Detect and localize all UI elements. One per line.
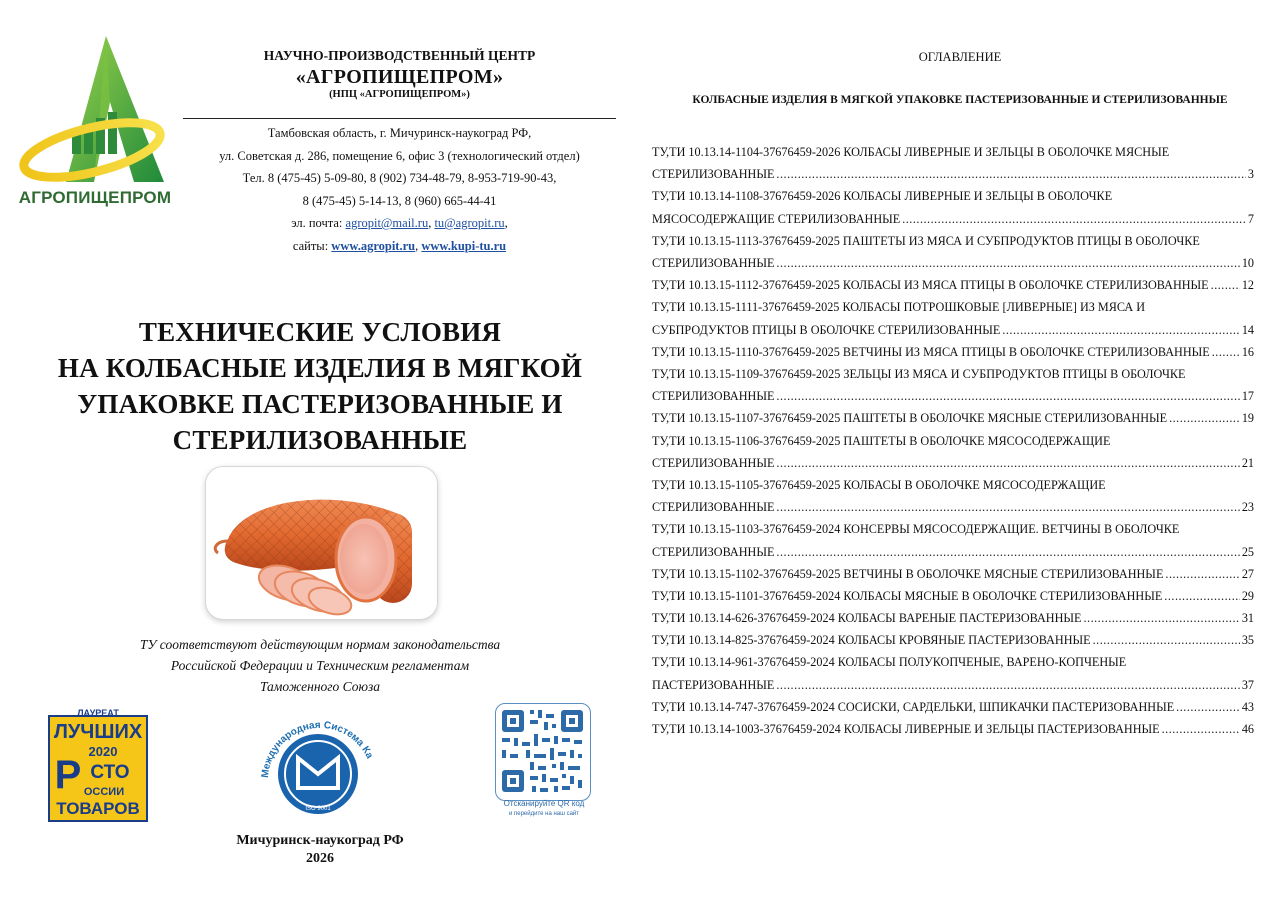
best-goods-laureate-badge: [48, 708, 148, 822]
toc-entry-row: [652, 163, 1254, 185]
toc-leader-dots: [776, 385, 1239, 407]
toc-entry[interactable]: [652, 296, 1254, 340]
publication-place: [200, 832, 440, 868]
toc-entry-row: [652, 385, 1254, 407]
toc-entry-title-line: ТУ,ТИ 10.13.14-1104-37676459-2026 КОЛБАСЫ ЛИВЕРНЫЕ И ЗЕЛЬЦЫ В ОБОЛОЧКЕ МЯСНЫЕ: [652, 145, 1170, 159]
compliance-line: Таможенного Союза: [259, 679, 381, 694]
toc-entry[interactable]: [652, 274, 1254, 296]
compliance-line: ТУ соответствуют действующим нормам законодательства: [139, 637, 501, 652]
toc-entry-row: [652, 208, 1254, 230]
separator: ,: [415, 238, 422, 253]
toc-page-number: 19: [1241, 411, 1254, 426]
toc-page-number: 3: [1247, 167, 1254, 182]
toc-leader-dots: [776, 496, 1239, 518]
toc-entry-title: ТУ,ТИ 10.13.15-1101-37676459-2024 КОЛБАСЫ МЯСНЫЕ В ОБОЛОЧКЕ СТЕРИЛИЗОВАННЫЕ: [652, 588, 1163, 603]
toc-entry-title: ПАСТЕРИЗОВАННЫЕ: [652, 677, 775, 692]
toc-entry-row: [652, 696, 1254, 718]
toc-entry-title: СТЕРИЛИЗОВАННЫЕ: [652, 255, 775, 270]
title-line: ТЕХНИЧЕСКИЕ УСЛОВИЯ: [138, 317, 502, 347]
toc-leader-dots: [1165, 563, 1239, 585]
toc-entry-row: [652, 585, 1254, 607]
toc-entry-row: [652, 541, 1254, 563]
laureate-badge-icon: [48, 708, 148, 822]
toc-page-number: 31: [1241, 611, 1254, 626]
toc-leader-dots: [902, 208, 1246, 230]
toc-entry[interactable]: [652, 718, 1254, 740]
publication-year: 2026: [306, 851, 334, 866]
international-quality-system-seal: [250, 700, 384, 822]
toc-page-number: 35: [1241, 633, 1254, 648]
site-link-kupi-tu[interactable]: www.kupi-tu.ru: [421, 238, 507, 253]
toc-entry[interactable]: [652, 363, 1254, 407]
toc-entry[interactable]: [652, 585, 1254, 607]
toc-entry-title-line: ТУ,ТИ 10.13.15-1105-37676459-2025 КОЛБАСЫ В ОБОЛОЧКЕ МЯСОСОДЕРЖАЩИЕ: [652, 477, 1106, 492]
toc-page-number: 25: [1241, 544, 1254, 559]
toc-entry-title: ТУ,ТИ 10.13.14-626-37676459-2024 КОЛБАСЫ ВАРЕНЫЕ ПАСТЕРИЗОВАННЫЕ: [652, 611, 1082, 626]
toc-entry-row: [652, 252, 1254, 274]
toc-entry-row: [652, 319, 1254, 341]
site-link-agropit[interactable]: www.agropit.ru: [331, 238, 416, 253]
logo-emblem-icon: [14, 32, 176, 192]
badge-rossii: ОССИИ: [83, 786, 125, 798]
toc-entry-row: [652, 629, 1254, 651]
toc-leader-dots: [776, 452, 1239, 474]
badge-top-text: ЛАУРЕАТ: [77, 708, 119, 718]
toc-entry-title-line: ТУ,ТИ 10.13.15-1111-37676459-2025 КОЛБАСЫ ПОТРОШКОВЫЕ [ЛИВЕРНЫЕ] ИЗ МЯСА И: [652, 300, 1146, 315]
org-header: [183, 48, 616, 100]
toc-entry-title: СТЕРИЛИЗОВАННЫЕ: [652, 167, 775, 182]
qr-caption-line: Отсканируйте QR код: [503, 799, 585, 808]
toc-title: ОГЛАВЛЕНИЕ: [918, 50, 1002, 64]
toc-leader-dots: [1162, 718, 1240, 740]
toc-entry-row: [652, 607, 1254, 629]
toc-page-number: 7: [1247, 211, 1254, 226]
toc-page-number: 17: [1241, 389, 1254, 404]
toc-page-number: 12: [1241, 278, 1254, 293]
org-abbreviation: (НПЦ «АГРОПИЩЕПРОМ»): [329, 89, 470, 100]
toc-leader-dots: [1083, 607, 1239, 629]
toc-entry-row: [652, 341, 1254, 363]
toc-entry-title: ТУ,ТИ 10.13.15-1110-37676459-2025 ВЕТЧИНЫ ИЗ МЯСА ПТИЦЫ В ОБОЛОЧКЕ СТЕРИЛИЗОВАННЫЕ: [652, 344, 1210, 359]
toc-entry-title: ТУ,ТИ 10.13.15-1102-37676459-2025 ВЕТЧИНЫ В ОБОЛОЧКЕ МЯСНЫЕ СТЕРИЛИЗОВАННЫЕ: [652, 566, 1164, 581]
toc-entry-title: ТУ,ТИ 10.13.15-1107-37676459-2025 ПАШТЕТЫ В ОБОЛОЧКЕ МЯСНЫЕ СТЕРИЛИЗОВАННЫЕ: [652, 411, 1168, 426]
badge-line1: ЛУЧШИХ: [53, 721, 143, 743]
address-line: ул. Советская д. 286, помещение 6, офис 3 (технологический отдел): [219, 148, 580, 163]
quality-arc-text: Международная Система Ка: [259, 719, 375, 779]
separator: ,: [504, 216, 508, 230]
toc-entry-title-line: ТУ,ТИ 10.13.15-1113-37676459-2025 ПАШТЕТЫ ИЗ МЯСА И СУБПРОДУКТОВ ПТИЦЫ В ОБОЛОЧКЕ: [652, 233, 1200, 248]
iso-label: ISO 9001: [305, 806, 331, 812]
toc-leader-dots: [776, 163, 1245, 185]
toc-leader-dots: [1164, 585, 1240, 607]
toc-entry-title: ТУ,ТИ 10.13.14-825-37676459-2024 КОЛБАСЫ КРОВЯНЫЕ ПАСТЕРИЗОВАННЫЕ: [652, 633, 1091, 648]
toc-page-number: 16: [1241, 344, 1254, 359]
document-title: [30, 314, 610, 458]
toc-section-heading: КОЛБАСНЫЕ ИЗДЕЛИЯ В МЯГКОЙ УПАКОВКЕ ПАСТЕРИЗОВАННЫЕ И СТЕРИЛИЗОВАННЫЕ: [692, 94, 1228, 106]
logo-wordmark: АГРОПИЩЕПРОМ: [18, 188, 172, 207]
toc-entry-row: [652, 407, 1254, 429]
toc-entry[interactable]: [652, 474, 1254, 518]
title-line: НА КОЛБАСНЫЕ ИЗДЕЛИЯ В МЯГКОЙ: [57, 353, 583, 383]
phone-line: 8 (475-45) 5-14-13, 8 (960) 665-44-41: [302, 193, 497, 208]
sausage-photo: [205, 466, 438, 620]
badge-line3: ТОВАРОВ: [56, 799, 140, 818]
toc-entry-title-line: ТУ,ТИ 10.13.15-1109-37676459-2025 ЗЕЛЬЦЫ ИЗ МЯСА И СУБПРОДУКТОВ ПТИЦЫ В ОБОЛОЧКЕ: [652, 366, 1186, 381]
toc-entry-title: СТЕРИЛИЗОВАННЫЕ: [652, 389, 775, 404]
compliance-line: Российской Федерации и Техническим регламентам: [170, 658, 470, 673]
toc-page-number: 46: [1241, 722, 1254, 737]
toc-entry-title: ТУ,ТИ 10.13.14-1003-37676459-2024 КОЛБАСЫ ЛИВЕРНЫЕ И ЗЕЛЬЦЫ ПАСТЕРИЗОВАННЫЕ: [652, 722, 1160, 737]
toc-page-number: 29: [1241, 588, 1254, 603]
phone-line: Тел. 8 (475-45) 5-09-80, 8 (902) 734-48-79, 8-953-719-90-43,: [242, 171, 557, 185]
org-name: «АГРОПИЩЕПРОМ»: [295, 66, 504, 88]
toc-entry-row: [652, 452, 1254, 474]
toc-entry[interactable]: [652, 430, 1254, 474]
toc-entry[interactable]: [652, 341, 1254, 363]
toc-entry[interactable]: [652, 696, 1254, 718]
sites-line: [183, 235, 616, 258]
toc-entry-title: СТЕРИЛИЗОВАННЫЕ: [652, 455, 775, 470]
toc-leader-dots: [776, 674, 1239, 696]
badge-year: 2020: [88, 744, 118, 759]
toc-leader-dots: [1211, 274, 1240, 296]
toc-entry[interactable]: [652, 629, 1254, 651]
contact-block: [183, 122, 616, 257]
badge-sto: СТО: [90, 762, 130, 783]
qr-code[interactable]: [495, 703, 591, 801]
title-line: УПАКОВКЕ ПАСТЕРИЗОВАННЫЕ И: [77, 389, 563, 419]
sites-label: сайты:: [292, 238, 332, 253]
toc-page-number: 21: [1241, 455, 1254, 470]
toc-entry-title: ТУ,ТИ 10.13.15-1112-37676459-2025 КОЛБАСЫ ИЗ МЯСА ПТИЦЫ В ОБОЛОЧКЕ СТЕРИЛИЗОВАННЫЕ: [652, 278, 1209, 293]
toc-page-number: 10: [1241, 255, 1254, 270]
toc-entry-row: [652, 718, 1254, 740]
city-name: Мичуринск-наукоград РФ: [236, 833, 404, 848]
compliance-statement: [60, 634, 580, 697]
toc-entry-title: СУБПРОДУКТОВ ПТИЦЫ В ОБОЛОЧКЕ СТЕРИЛИЗОВАННЫЕ: [652, 322, 1001, 337]
toc-leader-dots: [1176, 696, 1240, 718]
toc-leader-dots: [1093, 629, 1240, 651]
toc-page-number: 14: [1241, 322, 1254, 337]
toc-entry[interactable]: [652, 230, 1254, 274]
toc-entry-title: СТЕРИЛИЗОВАННЫЕ: [652, 500, 775, 515]
toc-list: [652, 141, 1254, 740]
toc-entry[interactable]: [652, 607, 1254, 629]
qr-code-icon: [496, 704, 589, 799]
toc-leader-dots: [1002, 319, 1239, 341]
toc-entry-row: [652, 674, 1254, 696]
quality-seal-icon: [250, 700, 384, 822]
address-line: Тамбовская область, г. Мичуринск-наукоград РФ,: [267, 126, 532, 140]
toc-entry-title: ТУ,ТИ 10.13.14-747-37676459-2024 СОСИСКИ, САРДЕЛЬКИ, ШПИКАЧКИ ПАСТЕРИЗОВАННЫЕ: [652, 699, 1175, 714]
org-type: НАУЧНО-ПРОИЗВОДСТВЕННЫЙ ЦЕНТР: [263, 48, 536, 63]
toc-entry-row: [652, 274, 1254, 296]
agropishcheprom-logo: [14, 32, 176, 212]
header-divider: [183, 118, 616, 119]
toc-entry-title: МЯСОСОДЕРЖАЩИЕ СТЕРИЛИЗОВАННЫЕ: [652, 211, 901, 226]
toc-page-number: 43: [1241, 699, 1254, 714]
toc-leader-dots: [1212, 341, 1240, 363]
sausage-illustration-icon: [206, 467, 438, 620]
toc-entry[interactable]: [652, 563, 1254, 585]
email-link-tu[interactable]: tu@agropit.ru: [434, 216, 505, 230]
toc-entry[interactable]: [652, 185, 1254, 229]
toc-entry-title-line: ТУ,ТИ 10.13.14-1108-37676459-2026 КОЛБАСЫ ЛИВЕРНЫЕ И ЗЕЛЬЦЫ В ОБОЛОЧКЕ: [652, 189, 1113, 204]
toc-entry-title-line: ТУ,ТИ 10.13.14-961-37676459-2024 КОЛБАСЫ ПОЛУКОПЧЕНЫЕ, ВАРЕНО-КОПЧЕНЫЕ: [652, 655, 1127, 670]
toc-leader-dots: [776, 541, 1239, 563]
toc-entry-title-line: ТУ,ТИ 10.13.15-1103-37676459-2024 КОНСЕРВЫ МЯСОСОДЕРЖАЩИЕ. ВЕТЧИНЫ В ОБОЛОЧКЕ: [652, 522, 1180, 537]
qr-caption: [489, 799, 599, 819]
toc-leader-dots: [1169, 407, 1240, 429]
qr-caption-subline: и перейдите на наш сайт: [508, 811, 580, 817]
toc-entry[interactable]: [652, 141, 1254, 185]
toc-leader-dots: [776, 252, 1239, 274]
toc-page-number: 27: [1241, 566, 1254, 581]
toc-page-number: 23: [1241, 500, 1254, 515]
toc-entry-title-line: ТУ,ТИ 10.13.15-1106-37676459-2025 ПАШТЕТЫ В ОБОЛОЧКЕ МЯСОСОДЕРЖАЩИЕ: [652, 433, 1111, 448]
badge-r-letter: Р: [54, 753, 82, 797]
toc-entry[interactable]: [652, 407, 1254, 429]
toc-entry[interactable]: [652, 651, 1254, 695]
toc-entry-title: СТЕРИЛИЗОВАННЫЕ: [652, 544, 775, 559]
toc-entry[interactable]: [652, 518, 1254, 562]
email-link-agropit-mail[interactable]: agropit@mail.ru: [345, 216, 429, 230]
toc-page-number: 37: [1241, 677, 1254, 692]
toc-entry-row: [652, 563, 1254, 585]
toc-entry-row: [652, 496, 1254, 518]
title-line: СТЕРИЛИЗОВАННЫЕ: [172, 425, 468, 455]
toc-page: [640, 0, 1280, 904]
separator: ,: [428, 216, 435, 230]
email-line: [183, 212, 616, 235]
email-label: эл. почта:: [291, 216, 346, 230]
